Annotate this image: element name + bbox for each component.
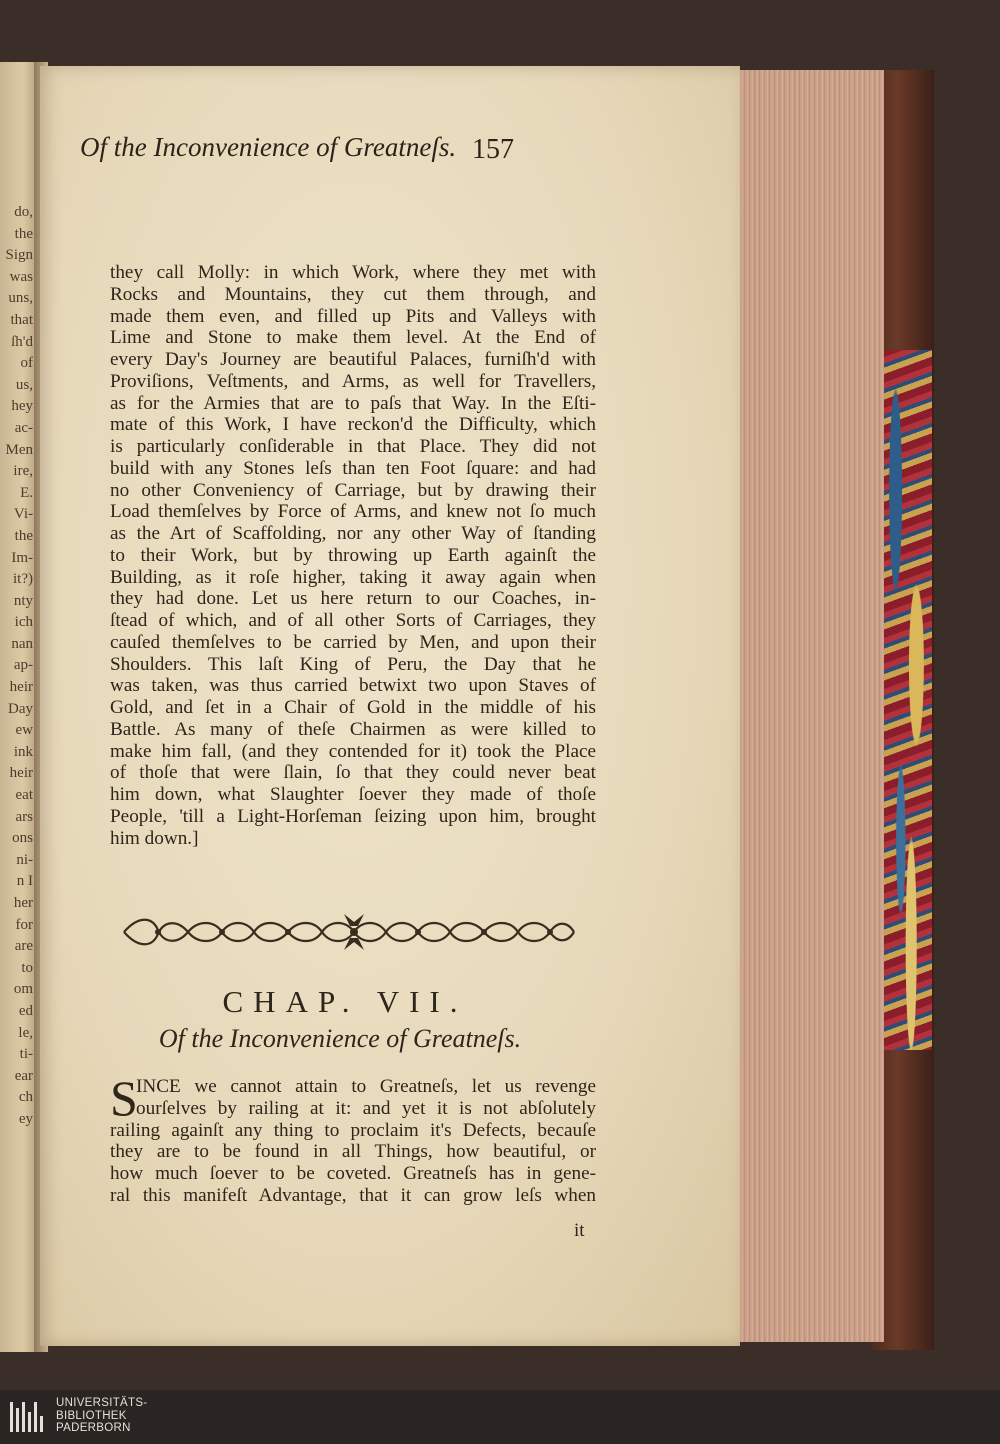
library-name	[56, 1397, 147, 1435]
decorative-ornament-band	[118, 908, 578, 956]
previous-page-fragment: heir	[9, 679, 33, 696]
page-edges	[736, 70, 884, 1342]
previous-page-fragment: ap-	[13, 657, 33, 674]
previous-page-fragment: Day	[8, 700, 33, 717]
previous-page-fragment: the	[14, 527, 33, 544]
text-line: Shoulders. This laſt King of Peru, the Day that he	[110, 653, 596, 675]
previous-page-fragment: le,	[18, 1024, 33, 1041]
library-logo-icon	[8, 1398, 46, 1436]
previous-page-fragment: was	[9, 268, 33, 285]
chapter-heading: CHAP. VII.	[222, 984, 468, 1019]
library-footer	[0, 1390, 1000, 1444]
previous-page-fragment: her	[13, 895, 33, 911]
previous-page-fragment: ire,	[13, 463, 33, 480]
text-line: mate of this Work, I have reckon'd the Difficulty, which	[110, 414, 596, 436]
previous-page-fragment: are	[14, 938, 33, 955]
text-line: Gold, and ſet in a Chair of Gold in the middle of his	[110, 697, 596, 718]
previous-page-fragment: ni-	[16, 851, 33, 868]
previous-page-fragment: Sign	[5, 247, 33, 264]
previous-page-fragment: Men	[5, 441, 33, 458]
marbled-endpaper	[880, 350, 932, 1050]
library-name-line: PADERBORN	[56, 1422, 131, 1434]
chapter-text-line: ourſelves by railing at it: and yet it is not abſolutely	[136, 1097, 596, 1119]
previous-page-fragment: do,	[14, 204, 33, 220]
previous-page-fragment: ſh'd	[11, 333, 33, 350]
previous-page-fragment: ti-	[19, 1046, 33, 1063]
previous-page-fragment: ink	[13, 743, 33, 760]
text-line: was taken, was thus carried betwixt two upon Staves of	[110, 675, 596, 697]
text-line: him down.]	[110, 827, 199, 849]
text-line: make him fall, (and they contended for it) took the Place	[110, 740, 596, 762]
chapter-text	[110, 1070, 596, 1207]
text-line: made them even, and filled up Pits and Valleys with	[110, 305, 596, 327]
chapter-text-line: they are to be found in all Things, how beautiful, or	[110, 1141, 596, 1163]
previous-page-fragment: ars	[15, 808, 33, 825]
previous-page-text-fragments	[0, 202, 36, 1262]
previous-page-fragment: it?)	[13, 571, 33, 588]
previous-page-fragment: ey	[18, 1110, 33, 1127]
body-text	[110, 262, 596, 849]
previous-page-fragment: ch	[18, 1089, 33, 1106]
page-number: 157	[472, 134, 514, 165]
text-line: ſtead of which, and of all other Sorts of Carriages, they	[110, 610, 596, 631]
chapter-text-line: INCE we cannot attain to Greatneſs, let us revenge	[136, 1076, 596, 1097]
catchword: it	[574, 1220, 585, 1241]
previous-page-fragment: heir	[9, 765, 33, 782]
previous-page-fragment: the	[14, 225, 33, 242]
previous-page-fragment: E.	[20, 484, 33, 501]
previous-page-fragment: of	[20, 355, 33, 372]
previous-page-fragment: ac-	[14, 419, 33, 436]
previous-page-fragment: nty	[13, 592, 33, 609]
previous-page-fragment: Vi-	[13, 506, 33, 523]
chapter-text-line: how much ſoever to be coveted. Greatneſs has in gene-	[110, 1163, 596, 1184]
text-line: as for the Armies that are to paſs that Way. In the Eſti-	[110, 392, 596, 414]
drop-cap: S	[110, 1070, 138, 1126]
previous-page-fragment: uns,	[8, 290, 33, 307]
chapter-text-line: ral this manifeſt Advantage, that it can grow leſs when	[110, 1184, 596, 1206]
chapter-text-line: railing againſt any thing to proclaim it's Defects, becauſe	[110, 1119, 596, 1141]
previous-page-fragment: eat	[15, 787, 33, 804]
previous-page-fragment: hey	[11, 398, 33, 415]
text-line: him down, what Slaughter ſoever they made of thoſe	[110, 784, 596, 805]
previous-page-fragment: ear	[14, 1067, 33, 1084]
text-line: they had done. Let us here return to our Coaches, in-	[110, 588, 596, 610]
book-page	[40, 66, 740, 1346]
text-line: Load themſelves by Force of Arms, and knew not ſo much	[110, 501, 596, 523]
text-line: Proviſions, Veſtments, and Arms, as well for Travellers,	[110, 370, 596, 392]
text-line: Battle. As many of theſe Chairmen as were killed to	[110, 718, 596, 740]
previous-page-fragment: ons	[12, 830, 33, 847]
previous-page-fragment: us,	[15, 376, 33, 393]
text-line: is particularly conſiderable in that Place. They did not	[110, 436, 596, 457]
text-line: Building, as it roſe higher, taking it away again when	[110, 566, 596, 588]
text-line: People, 'till a Light-Horſeman ſeizing upon him, brought	[110, 805, 596, 827]
text-line: cauſed themſelves to be carried by Men, and upon their	[110, 631, 596, 653]
text-line: Lime and Stone to make them level. At the End of	[110, 327, 596, 349]
previous-page-fragment: ew	[15, 722, 33, 739]
text-line: as the Art of Scaffolding, nor any other Way of ſtanding	[110, 523, 596, 544]
library-name-line: UNIVERSITÄTS-	[56, 1397, 148, 1409]
chapter-title: Of the Inconvenience of Greatneſs.	[158, 1024, 522, 1053]
previous-page-fragment: Im-	[11, 549, 33, 566]
previous-page-fragment: n I	[16, 873, 33, 890]
text-line: to their Work, but by throwing up Earth againſt the	[110, 544, 596, 566]
text-line: Rocks and Mountains, they cut them through, and	[110, 283, 596, 305]
library-name-line: BIBLIOTHEK	[56, 1409, 127, 1422]
running-head: Of the Inconvenience of Greatneſs.	[80, 132, 457, 162]
text-line: of thoſe that were ſlain, ſo that they could never beat	[110, 762, 596, 784]
previous-page-fragment: that	[10, 311, 33, 328]
previous-page-fragment: ed	[18, 1002, 33, 1019]
text-line: build with any Stones leſs than ten Foot ſquare: and had	[110, 457, 596, 479]
previous-page-fragment: nan	[11, 635, 33, 652]
previous-page-fragment: to	[21, 959, 33, 976]
text-line: every Day's Journey are beautiful Palaces, furniſh'd with	[110, 349, 596, 370]
previous-page-fragment: for	[15, 916, 33, 933]
previous-page-fragment: ich	[14, 614, 33, 631]
previous-page-edge	[0, 62, 38, 1352]
previous-page-fragment: om	[13, 981, 33, 998]
text-line: they call Molly: in which Work, where they met with	[110, 262, 596, 283]
text-line: no other Conveniency of Carriage, but by drawing their	[110, 479, 596, 501]
